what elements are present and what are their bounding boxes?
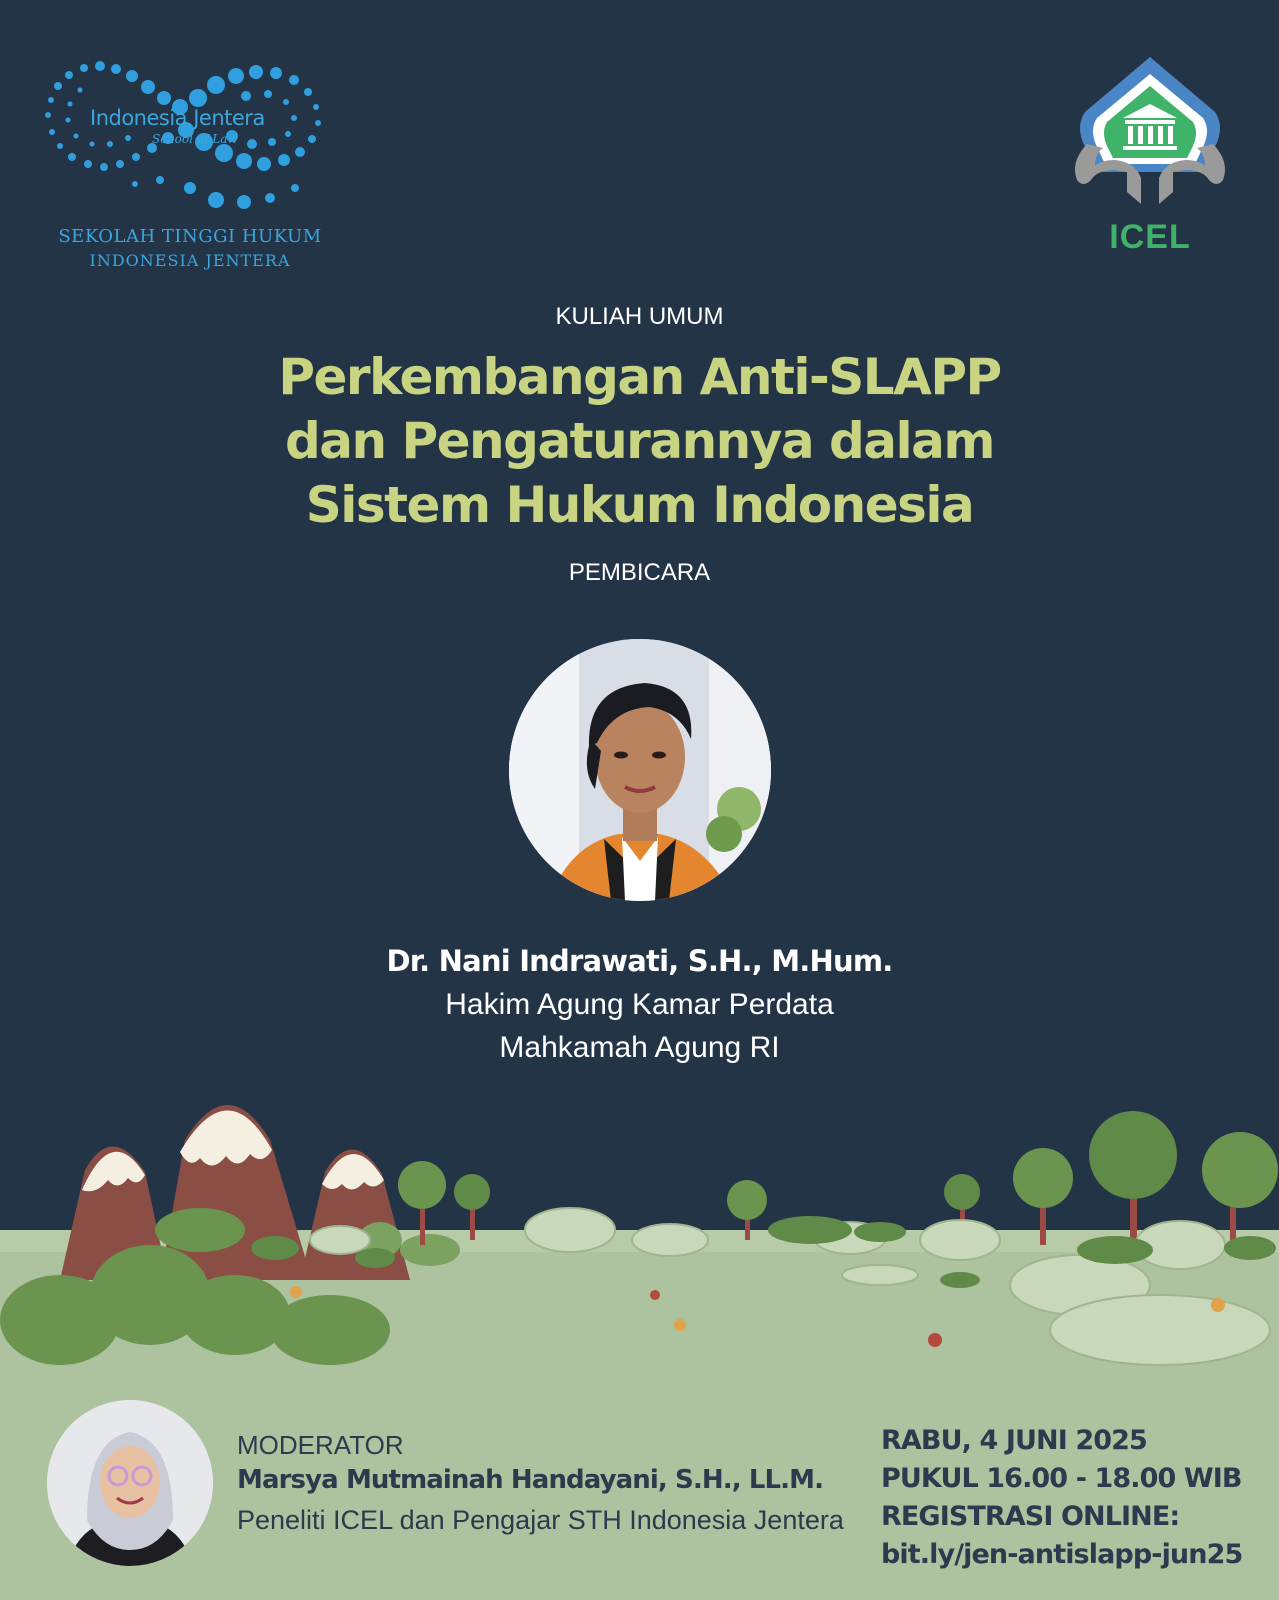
moderator-role: Peneliti ICEL dan Pengajar STH Indonesia Jentera: [237, 1505, 844, 1535]
jentera-wordmark: Indonesia Jentera: [90, 106, 265, 130]
icel-logo: [1065, 52, 1235, 257]
event-title-line-3: Sistem Hukum Indonesia: [305, 476, 974, 534]
jentera-logo: [40, 40, 340, 275]
icel-emblem-icon: [1065, 52, 1235, 222]
registration-link[interactable]: bit.ly/jen-antislapp-jun25: [881, 1539, 1243, 1570]
jentera-wordmark-subtitle: School of Law: [152, 132, 238, 146]
speaker-avatar: [509, 639, 771, 901]
event-date: RABU, 4 JUNI 2025: [881, 1425, 1147, 1456]
jentera-name-line2: INDONESIA JENTERA: [89, 251, 291, 270]
icel-wordmark: ICEL: [1109, 218, 1191, 256]
event-title-line-1: Perkembangan Anti-SLAPP: [278, 348, 1001, 406]
moderator-avatar: [47, 1400, 213, 1566]
registration-label: REGISTRASI ONLINE:: [881, 1501, 1180, 1532]
speaker-name: Dr. Nani Indrawati, S.H., M.Hum.: [386, 944, 893, 978]
jentera-name-line1: SEKOLAH TINGGI HUKUM: [58, 226, 322, 247]
event-title-line-2: dan Pengaturannya dalam: [284, 412, 995, 470]
event-title: [0, 345, 1279, 537]
event-type-label: KULIAH UMUM: [555, 303, 724, 330]
speaker-section-label: PEMBICARA: [568, 559, 711, 586]
event-time: PUKUL 16.00 - 18.00 WIB: [881, 1463, 1242, 1494]
moderator-name: Marsya Mutmainah Handayani, S.H., LL.M.: [237, 1465, 824, 1495]
speaker-role-line1: Hakim Agung Kamar Perdata: [445, 988, 834, 1021]
speaker-role-line2: Mahkamah Agung RI: [499, 1031, 780, 1064]
moderator-label: MODERATOR: [237, 1430, 404, 1460]
